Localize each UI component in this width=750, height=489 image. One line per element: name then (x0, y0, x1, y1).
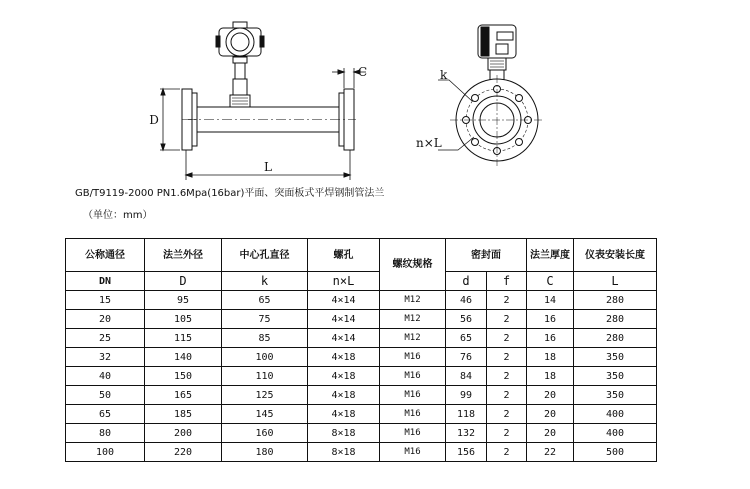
table-cell: 400 (574, 424, 657, 443)
table-cell: 20 (527, 405, 574, 424)
table-cell: 4×14 (308, 310, 380, 329)
table-row (66, 329, 657, 348)
table-cell: 115 (145, 329, 222, 348)
header-nominal-diameter: 公称通径 (66, 239, 145, 272)
standard-title: GB/T9119-2000 PN1.6Mpa(16bar)平面、突面板式平焊钢制管法兰 (75, 188, 385, 199)
table-cell: M16 (380, 348, 446, 367)
header-bolt-holes: 螺孔 (308, 239, 380, 272)
table-cell: 4×14 (308, 329, 380, 348)
table-cell: 118 (446, 405, 487, 424)
table-cell: 18 (527, 348, 574, 367)
table-cell: 165 (145, 386, 222, 405)
label-L: L (264, 160, 272, 174)
table-row (66, 348, 657, 367)
table-cell: 20 (66, 310, 145, 329)
symbol-cell: DN (66, 272, 145, 291)
table-cell: 2 (487, 348, 527, 367)
table-cell: M16 (380, 367, 446, 386)
table-cell: 14 (527, 291, 574, 310)
table-cell: 132 (446, 424, 487, 443)
table-cell: 2 (487, 405, 527, 424)
symbol-cell: L (574, 272, 657, 291)
table-cell: 32 (66, 348, 145, 367)
label-nL: n×L (416, 136, 442, 150)
table-cell: 25 (66, 329, 145, 348)
table-cell: M16 (380, 405, 446, 424)
table-cell: 65 (446, 329, 487, 348)
label-C: C (358, 65, 368, 79)
header-flange-od: 法兰外径 (145, 239, 222, 272)
table-cell: 2 (487, 291, 527, 310)
table-cell: 46 (446, 291, 487, 310)
symbol-cell: D (145, 272, 222, 291)
header-seal-face: 密封面 (446, 239, 527, 272)
table-cell: 95 (145, 291, 222, 310)
table-row (66, 386, 657, 405)
table-cell: 15 (66, 291, 145, 310)
table-cell: 8×18 (308, 424, 380, 443)
table-cell: 65 (222, 291, 308, 310)
table-cell: 84 (446, 367, 487, 386)
table-cell: 185 (145, 405, 222, 424)
flange-dimension-table (65, 238, 657, 462)
table-cell: M12 (380, 310, 446, 329)
table-cell: 350 (574, 348, 657, 367)
table-cell: 4×18 (308, 405, 380, 424)
table-cell: 76 (446, 348, 487, 367)
unit-note: （单位：mm） (83, 210, 153, 221)
table-cell: 140 (145, 348, 222, 367)
table-cell: 85 (222, 329, 308, 348)
table-cell: 280 (574, 291, 657, 310)
table-cell: 145 (222, 405, 308, 424)
table-cell: 56 (446, 310, 487, 329)
label-k: k (440, 68, 448, 82)
table-cell: 75 (222, 310, 308, 329)
table-cell: 100 (66, 443, 145, 462)
table-cell: 280 (574, 329, 657, 348)
table-cell: 16 (527, 329, 574, 348)
table-cell: 8×18 (308, 443, 380, 462)
table-row (66, 405, 657, 424)
table-cell: 350 (574, 386, 657, 405)
table-cell: 40 (66, 367, 145, 386)
symbol-cell: k (222, 272, 308, 291)
table-cell: 20 (527, 424, 574, 443)
header-bolt-circle: 中心孔直径 (222, 239, 308, 272)
table-cell: 400 (574, 405, 657, 424)
symbol-cell: d (446, 272, 487, 291)
table-cell: 16 (527, 310, 574, 329)
symbol-cell: C (527, 272, 574, 291)
table-cell: 110 (222, 367, 308, 386)
table-cell: 2 (487, 367, 527, 386)
table-cell: M16 (380, 424, 446, 443)
table-cell: 220 (145, 443, 222, 462)
label-D: D (149, 113, 159, 127)
table-cell: M12 (380, 291, 446, 310)
table-cell: 2 (487, 310, 527, 329)
table-row (66, 291, 657, 310)
side-view-drawing (160, 22, 366, 180)
table-cell: 200 (145, 424, 222, 443)
table-cell: 20 (527, 386, 574, 405)
header-thread-spec: 螺纹规格 (380, 239, 446, 291)
table-cell: 350 (574, 367, 657, 386)
table-cell: 100 (222, 348, 308, 367)
table-cell: 99 (446, 386, 487, 405)
symbol-cell: n×L (308, 272, 380, 291)
flowmeter-drawings (0, 0, 750, 236)
table-cell: 125 (222, 386, 308, 405)
table-row (66, 367, 657, 386)
table-cell: 2 (487, 443, 527, 462)
table-cell: 50 (66, 386, 145, 405)
symbol-cell: f (487, 272, 527, 291)
table-cell: 65 (66, 405, 145, 424)
table-cell: 180 (222, 443, 308, 462)
table-cell: 4×14 (308, 291, 380, 310)
table-cell: M12 (380, 329, 446, 348)
table-cell: 500 (574, 443, 657, 462)
table-cell: 105 (145, 310, 222, 329)
table-cell: 4×18 (308, 348, 380, 367)
table-cell: 80 (66, 424, 145, 443)
table-symbol-row (66, 272, 657, 291)
table-cell: 4×18 (308, 367, 380, 386)
table-cell: 2 (487, 386, 527, 405)
table-cell: 4×18 (308, 386, 380, 405)
table-cell: 18 (527, 367, 574, 386)
table-cell: 2 (487, 424, 527, 443)
table-row (66, 443, 657, 462)
table-cell: 280 (574, 310, 657, 329)
table-row (66, 424, 657, 443)
table-cell: 22 (527, 443, 574, 462)
header-flange-thickness: 法兰厚度 (527, 239, 574, 272)
table-cell: M16 (380, 386, 446, 405)
table-header-row (66, 239, 657, 272)
table-cell: 156 (446, 443, 487, 462)
table-row (66, 310, 657, 329)
table-cell: 150 (145, 367, 222, 386)
table-cell: M16 (380, 443, 446, 462)
header-meter-length: 仪表安装长度 (574, 239, 657, 272)
table-cell: 160 (222, 424, 308, 443)
end-view-drawing (438, 25, 544, 166)
table-cell: 2 (487, 329, 527, 348)
